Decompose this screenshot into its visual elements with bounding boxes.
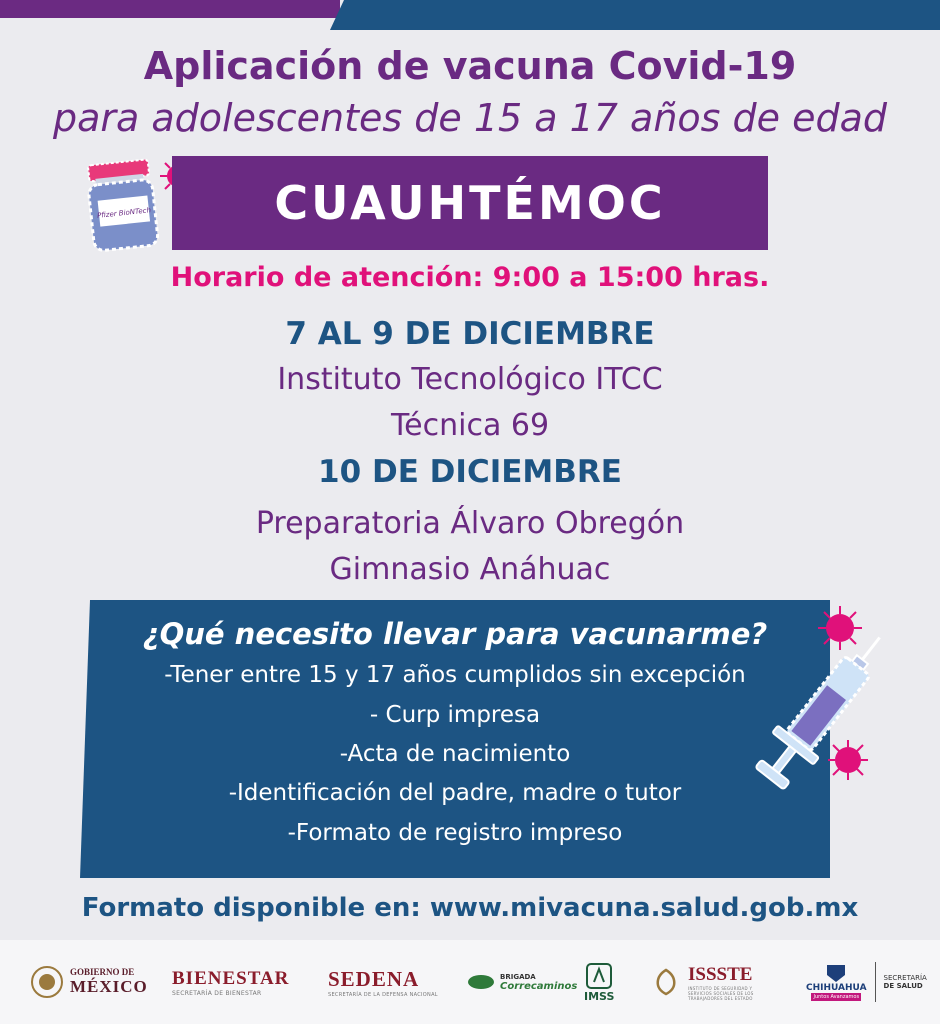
registration-url[interactable]: Formato disponible en: www.mivacuna.salud.gob.mx (81, 893, 859, 923)
top-purple-bar (0, 0, 340, 18)
bienestar-text: BIENESTAR (172, 967, 290, 989)
requirement-item: - Curp impresa (369, 702, 541, 728)
gobierno-line1: GOBIERNO DE (70, 967, 135, 977)
issste-sub: INSTITUTO DE SEGURIDAD Y SERVICIOS SOCIALES DE LOS TRABAJADORES DEL ESTADO (688, 985, 754, 1001)
imss-text: IMSS (584, 989, 615, 1003)
sedena-sub: SECRETARÍA DE LA DEFENSA NACIONAL (328, 991, 438, 998)
service-hours: Horario de atención: 9:00 a 15:00 hras. (170, 262, 770, 293)
sedena-text: SEDENA (328, 966, 420, 991)
logo-separator (875, 962, 876, 1002)
issste-text: ISSSTE (688, 963, 753, 985)
page-title: Aplicación de vacuna Covid-19 (143, 44, 797, 88)
coat-of-arms-icon (30, 965, 64, 999)
requirement-item: -Tener entre 15 y 17 años cumplidos sin excepción (164, 662, 746, 688)
chihuahua-shield-icon (825, 963, 847, 983)
requirement-item: -Formato de registro impreso (287, 820, 623, 846)
schedule-place: Técnica 69 (390, 408, 550, 443)
syringe-icon (748, 600, 898, 805)
issste-emblem-icon (648, 966, 684, 998)
schedule-place: Gimnasio Anáhuac (329, 552, 611, 587)
bienestar-logo (172, 958, 289, 1006)
requirement-item: -Acta de nacimiento (339, 741, 571, 767)
issste-logo (648, 958, 768, 1006)
chihuahua-logo (806, 958, 927, 1006)
brigada-line2: Correcaminos (500, 980, 578, 992)
imss-logo (584, 958, 614, 1006)
gobierno-line2: MÉXICO (70, 977, 148, 996)
salud-line2: DE SALUD (883, 982, 923, 990)
vial-label: Pfizer BioNTech (96, 206, 152, 220)
imss-emblem-icon (584, 962, 614, 990)
schedule-place: Instituto Tecnológico ITCC (277, 362, 663, 397)
schedule-date-2: 10 DE DICIEMBRE (318, 454, 622, 490)
chihuahua-text: CHIHUAHUA (806, 983, 867, 993)
gobierno-mexico-logo (30, 958, 148, 1006)
city-name: CUAUHTÉMOC (274, 176, 666, 230)
requirements-question: ¿Qué necesito llevar para vacunarme? (142, 617, 768, 651)
brigada-correcaminos-logo (466, 958, 577, 1006)
sedena-logo (328, 958, 438, 1006)
page-subtitle: para adolescentes de 15 a 17 años de edad (52, 96, 888, 140)
schedule-date-1: 7 AL 9 DE DICIEMBRE (285, 316, 655, 352)
top-blue-bar (330, 0, 940, 30)
roadrunner-icon (466, 972, 496, 992)
requirement-item: -Identificación del padre, madre o tutor (228, 780, 682, 806)
chihuahua-badge: Juntos Avanzamos (813, 994, 860, 1000)
schedule-place: Preparatoria Álvaro Obregón (255, 506, 685, 541)
salud-line1: SECRETARÍA (883, 974, 927, 982)
bienestar-sub: SECRETARÍA DE BIENESTAR (172, 989, 262, 997)
brigada-line1: BRIGADA (500, 972, 536, 981)
